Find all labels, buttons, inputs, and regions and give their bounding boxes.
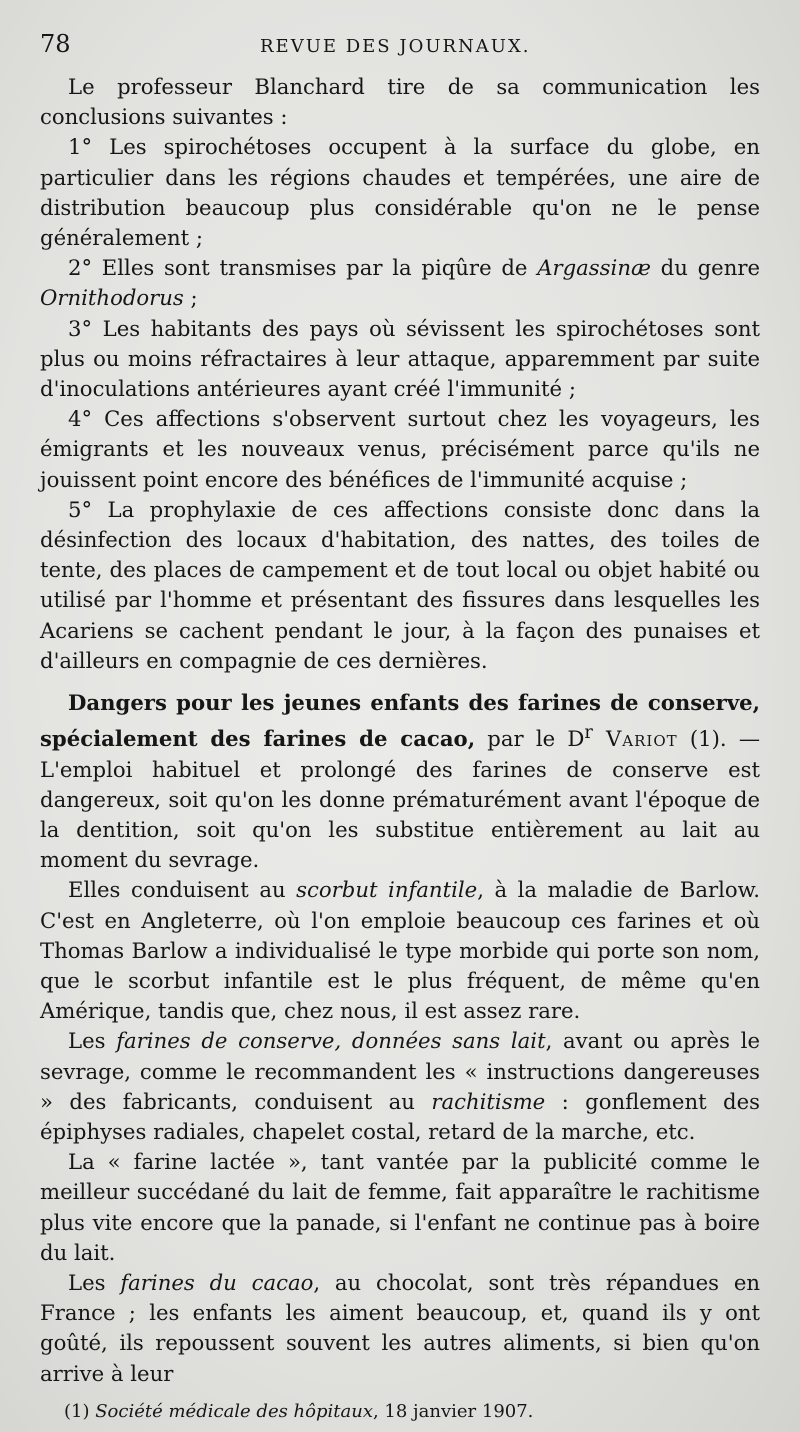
text-segment: : gonflement des épiphyses radiales, chapelet costal, retard de la marche, etc.	[40, 1088, 761, 1144]
genus-italic: Ornithodorus	[40, 285, 184, 311]
term-italic: rachitisme	[431, 1088, 546, 1114]
paragraph-intro: Le professeur Blanchard tire de sa communication les conclusions suivantes :	[40, 74, 760, 130]
term-italic: farines de conserve, données sans lait	[116, 1028, 546, 1054]
article-paragraph	[40, 688, 760, 875]
text-segment: Les	[68, 1269, 121, 1295]
text-segment: Elles conduisent au	[68, 877, 297, 903]
page-number: 78	[40, 30, 71, 58]
author-name: Variot	[592, 726, 678, 752]
paragraph-point-2	[40, 253, 760, 313]
byline: par le D	[475, 726, 585, 752]
section-gap	[40, 676, 760, 688]
footnote-marker: (1)	[64, 1400, 96, 1422]
paragraph-farine-lactee: La « farine lactée », tant vantée par la publicité comme le meilleur succédané du lait de femme, fait apparaître le rachitisme plus vite encore que la panade, si l'enfant ne continue pas à boire du lait.	[40, 1149, 760, 1265]
body-text	[40, 72, 760, 1389]
journal-title: REVUE DES JOURNAUX.	[260, 36, 531, 57]
paragraph-scorbut	[40, 875, 760, 1026]
text-segment: , au chocolat, sont très répandues en France ; les enfants les aiment beaucoup, et, quand ils y ont goûté, ils repoussent souvent les autres aliments, si bien qu'on arrive à leur	[40, 1269, 761, 1386]
paragraph-cacao	[40, 1268, 760, 1389]
paragraph-point-1: 1° Les spirochétoses occupent à la surface du globe, en particulier dans les régions chaudes et tempérées, une aire de distribution beaucoup plus considérable qu'on ne le pense généralement ;	[40, 134, 760, 251]
text-segment: , à la maladie de Barlow. C'est en Angleterre, où l'on emploie beaucoup ces farines et où Thomas Barlow a individualisé le type morbide qui porte son nom, que le scorbut infantile est le plus fréquent, de même qu'en Amérique, tandis que, chez nous, il est assez rare.	[40, 877, 760, 1024]
footnote	[40, 1399, 760, 1425]
text-segment: ;	[183, 285, 198, 311]
term-italic: scorbut infantile	[296, 877, 478, 903]
text-segment: du genre	[650, 255, 761, 281]
text-segment: Les	[68, 1028, 117, 1054]
genus-italic: Argassinæ	[537, 255, 651, 281]
paragraph-point-5: 5° La prophylaxie de ces affections consiste donc dans la désinfection des locaux d'habitation, des nattes, des toiles de tente, des places de campement et de tout local ou objet habité ou utilisé par l'homme et présentant des fissures dans lesquelles les Acariens se cachent pendant le jour, à la façon des punaises et d'ailleurs en compagnie de ces dernières.	[40, 496, 760, 673]
footnote-source: Société médicale des hôpitaux	[95, 1400, 373, 1422]
paragraph-rachitisme	[40, 1026, 760, 1147]
text-segment: L'emploi habituel et prolongé des farines de conserve est dangereux, soit qu'on les donne prématurément avant l'époque de la dentition, soit qu'on les substitue entièrement au lait au moment du sevrage.	[40, 756, 760, 873]
text-segment: , avant ou après le sevrage, comme le recommandent les « instructions dangereuses » des fabricants, conduisent au	[40, 1028, 760, 1114]
footnote-reference: (1). —	[677, 726, 761, 752]
paragraph-point-3: 3° Les habitants des pays où sévissent les spirochétoses sont plus ou moins réfractaires à leur attaque, apparemment par suite d'inoculations antérieures ayant créé l'immunité ;	[40, 315, 760, 402]
footnote-date: , 18 janvier 1907.	[372, 1400, 534, 1422]
title-superscript: r	[584, 723, 593, 744]
running-head	[40, 30, 760, 72]
text-segment: 2° Elles sont transmises par la piqûre de	[68, 255, 538, 281]
term-italic: farines du cacao	[120, 1269, 314, 1295]
paragraph-point-4: 4° Ces affections s'observent surtout chez les voyageurs, les émigrants et les nouveaux venus, précisément parce qu'ils ne jouissent point encore des bénéfices de l'immunité acquise ;	[40, 406, 760, 492]
article-title: Dangers pour les jeunes enfants des farines de conserve, spécialement des farines de cacao,	[40, 690, 760, 752]
